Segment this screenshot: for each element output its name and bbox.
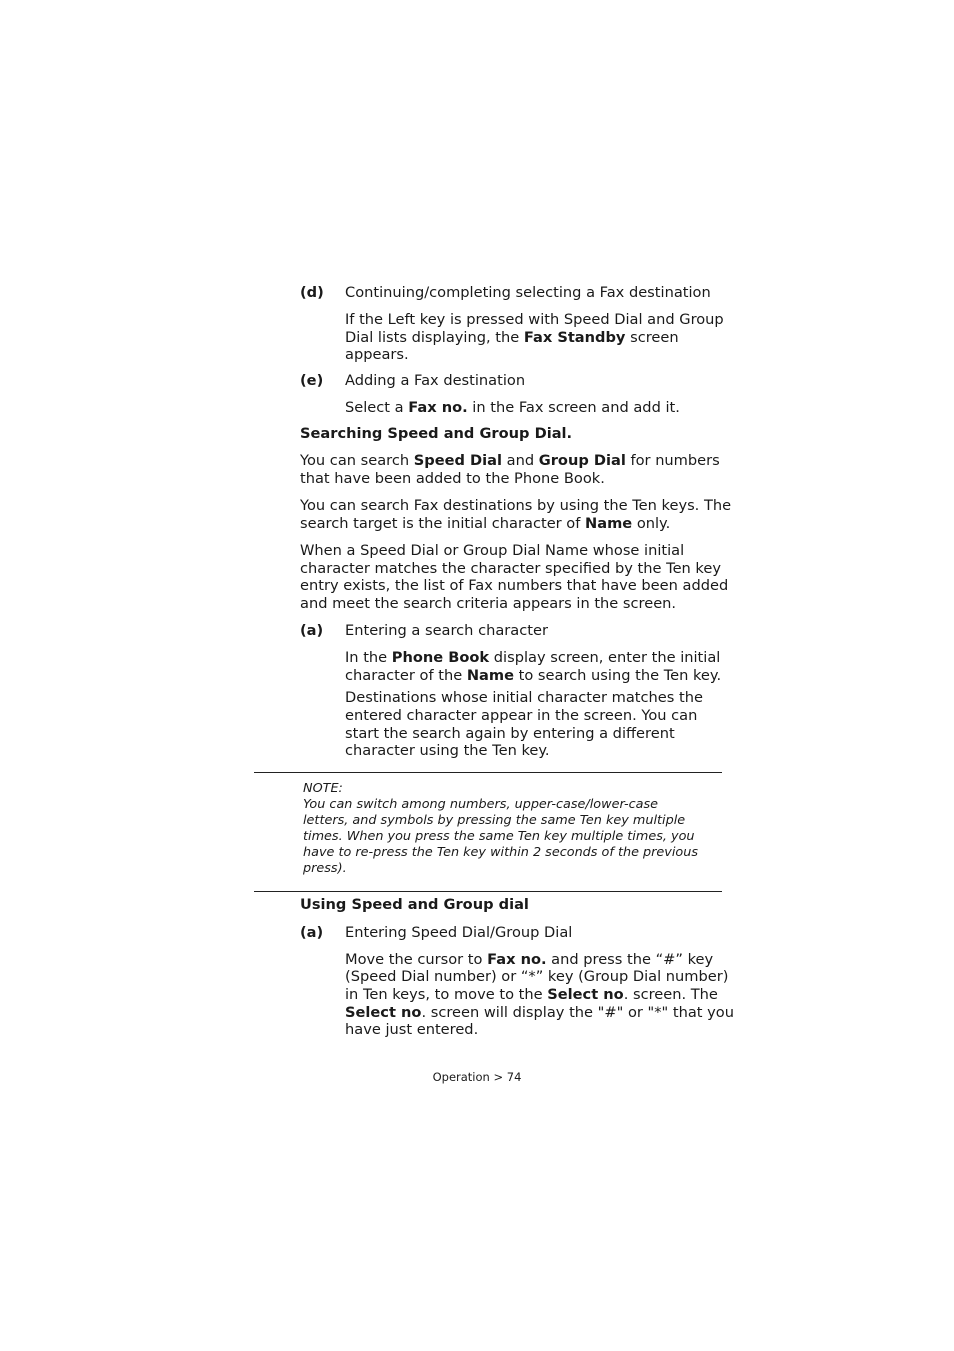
page-footer: Operation > 74	[432, 1070, 522, 1084]
item-d-label: (d)	[300, 284, 324, 301]
fax-no-term: Fax no.	[408, 399, 468, 416]
item-a2-title: Entering Speed Dial/Group Dial	[345, 924, 573, 941]
section-heading-using: Using Speed and Group dial	[300, 896, 529, 913]
document-page: (d) Continuing/completing selecting a Fax destination If the Left key is pressed with Speed Dial and Group Dial lists displaying, the Fax Standby screen appears. (e) Adding a Fax destination Select a Fax no. in the Fax screen and add it. Searching Speed and Group Dial. You can search Speed Dial and Group Dial for numbers that have been added to the Phone Book. You can search Fax destinations by using the Ten keys. The search target is the initial character of Name only. When a Speed Dial or Group Dial Name whose initial character matches the character specified by the Ten key entry exists, the list of Fax numbers that have been added and meet the search criteria appears in the screen. (a) Entering a search character In the Phone Book display screen, enter the initial character of the Name to search using the Ten key. Destinations whose initial character matches the entered character appear in the screen. You can start the search again by entering a different character using the Ten key. NOTE: You can switch among numbers, upper-case/lower-case letters, and symbols by pressing the same Ten key multiple times. When you press the same Ten key multiple times, you have to re-press the Ten key within 2 seconds of the previous press). Using Speed and Group dial (a) Entering Speed Dial/Group Dial Move the cursor to Fax no. and press the “#” key (Speed Dial number) or “*” key (Group Dial number) in Ten keys, to move to the Select no. screen. The Select no. screen will display the "#" or "*" that you have just entered. Operation > 74	[0, 0, 954, 1351]
note-bottom-divider	[254, 891, 722, 892]
item-e-body: Select a Fax no. in the Fax screen and add it.	[345, 399, 680, 416]
fax-standby-term: Fax Standby	[523, 329, 626, 346]
item-a2-label: (a)	[300, 924, 324, 941]
section-heading-searching: Searching Speed and Group Dial.	[300, 425, 573, 442]
note-label: NOTE:	[303, 781, 343, 796]
item-d-title: Continuing/completing selecting a Fax destination	[345, 284, 711, 301]
note-top-divider	[254, 772, 722, 773]
item-a-label: (a)	[300, 622, 324, 639]
item-e-label: (e)	[300, 372, 324, 389]
item-a-title: Entering a search character	[345, 622, 548, 639]
item-e-title: Adding a Fax destination	[345, 372, 526, 389]
